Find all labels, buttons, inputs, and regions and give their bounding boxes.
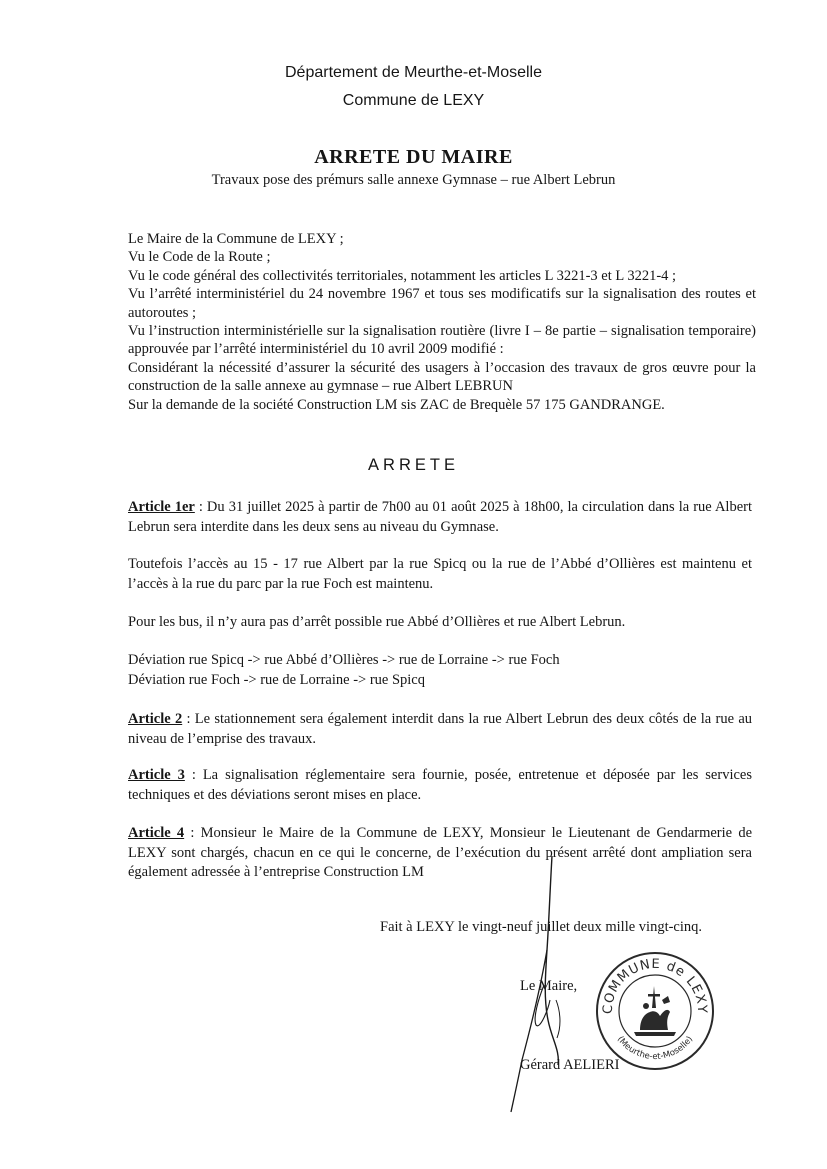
department-heading: Département de Meurthe-et-Moselle <box>284 64 542 81</box>
place-date: Fait à LEXY le vingt-neuf juillet deux mille vingt-cinq. <box>380 919 703 935</box>
signature-stroke <box>545 856 558 1065</box>
signer-name: Gérard AELIERI <box>520 1057 620 1073</box>
seal-emblem <box>634 986 676 1036</box>
arrete-heading: ARRETE <box>368 456 459 474</box>
seal-top-text: COMMUNE de LEXY <box>600 956 710 1015</box>
commune-seal <box>594 950 716 1072</box>
commune-heading: Commune de LEXY <box>342 92 485 109</box>
preamble-line: Vu l’arrêté interministériel du 24 novembre 1967 et tous ses modificatifs sur la signalisation des routes et autoroutes ; <box>128 286 756 321</box>
article-3 <box>128 766 752 805</box>
deviation-line: Déviation rue Spicq -> rue Abbé d’Ollières -> rue de Lorraine -> rue Foch <box>128 652 560 668</box>
article-2 <box>128 710 752 749</box>
seal-inner-ring <box>619 975 691 1047</box>
preamble-line: Vu le code général des collectivités territoriales, notamment les articles L 3221-3 et L 3221-4 ; <box>128 267 677 284</box>
deviation-line: Déviation rue Foch -> rue de Lorraine -> rue Spicq <box>128 672 425 688</box>
article-4 <box>128 824 752 883</box>
preamble-line: Vu le Code de la Route ; <box>128 249 271 266</box>
article-4-label: Article 4 <box>128 825 185 841</box>
article-1-text: : Du 31 juillet 2025 à partir de 7h00 au 01 août 2025 à 18h00, la circulation dans la rue Albert Lebrun sera interdite dans les deux sens au niveau du Gymnase. <box>128 499 752 535</box>
bus-note: Pour les bus, il n’y aura pas d’arrêt possible rue Abbé d’Ollières et rue Albert Lebrun. <box>128 614 626 630</box>
seal-bottom-text: (Meurthe-et-Moselle) <box>614 1034 696 1063</box>
article-1-label: Article 1er <box>128 499 195 515</box>
signature-stroke <box>556 1000 560 1038</box>
article-3-text: : La signalisation réglementaire sera fournie, posée, entretenue et déposée par les services techniques et des déviations seront mises en place. <box>128 767 752 803</box>
preamble-line: Le Maire de la Commune de LEXY ; <box>128 231 344 247</box>
article-1 <box>128 498 752 537</box>
article-4-text: : Monsieur le Maire de la Commune de LEXY, Monsieur le Lieutenant de Gendarmerie de LEXY sont chargés, chacun en ce qui le concerne, de l’exécution du présent arrêté dont ampliation sera également adressée à l’entreprise Construction LM <box>128 825 753 880</box>
handwritten-signature <box>500 850 590 1120</box>
preamble-line: Vu l’instruction interministérielle sur la signalisation routière (livre I – 8e partie – signalisation temporaire) approuvée par l’arrêté interministériel du 10 avril 2009 modifié : <box>128 323 756 358</box>
document-subtitle: Travaux pose des prémurs salle annexe Gymnase – rue Albert Lebrun <box>211 172 616 188</box>
preamble-line: Sur la demande de la société Construction LM sis ZAC de Brequèle 57 175 GANDRANGE. <box>128 396 665 413</box>
preamble-line: Considérant la nécessité d’assurer la sécurité des usagers à l’occasion des travaux de gros œuvre pour la construction de la salle annexe au gymnase – rue Albert LEBRUN <box>128 359 756 395</box>
preamble <box>128 230 756 414</box>
signature-stroke <box>511 950 547 1112</box>
article-3-label: Article 3 <box>128 767 185 783</box>
article-2-text: : Le stationnement sera également interdit dans la rue Albert Lebrun des deux côtés de la rue au niveau de l’emprise des travaux. <box>128 711 753 747</box>
access-note: Toutefois l’accès au 15 - 17 rue Albert par la rue Spicq ou la rue de l’Abbé d’Ollières est maintenu et l’accès à la rue du parc par la rue Foch est maintenu. <box>128 556 752 592</box>
document-title: ARRETE DU MAIRE <box>314 146 513 168</box>
article-2-label: Article 2 <box>128 711 183 727</box>
signer-role: Le Maire, <box>520 978 578 994</box>
